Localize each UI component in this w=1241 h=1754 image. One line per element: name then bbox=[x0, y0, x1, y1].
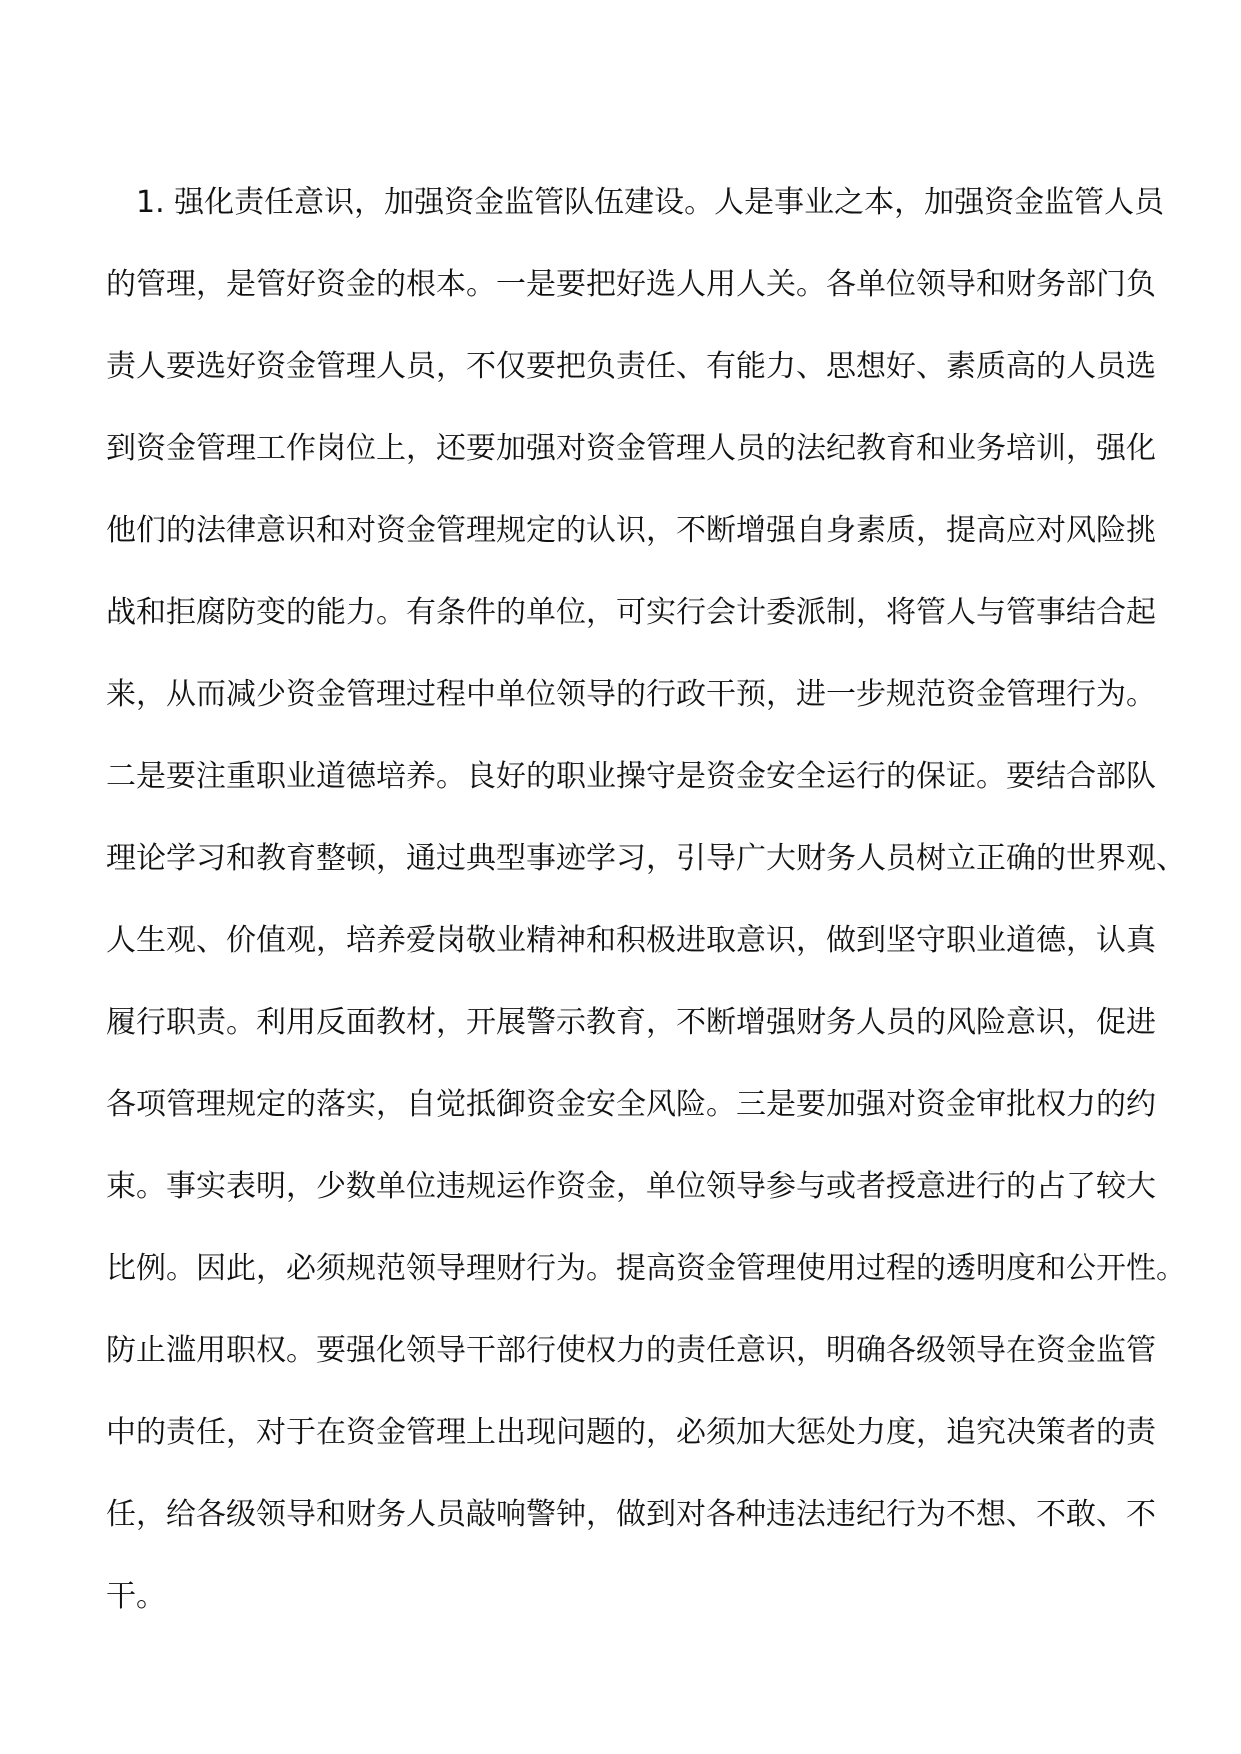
paragraph-line: 束。事实表明，少数单位违规运作资金，单位领导参与或者授意进行的占了较大 bbox=[106, 1169, 1156, 1204]
paragraph-line: 战和拒腐防变的能力。有条件的单位，可实行会计委派制，将管人与管事结合起 bbox=[106, 595, 1156, 630]
paragraph-line: 干。 bbox=[106, 1579, 166, 1614]
paragraph-line: 来，从而减少资金管理过程中单位领导的行政干预，进一步规范资金管理行为。 bbox=[106, 677, 1156, 712]
paragraph-line: 人生观、价值观，培养爱岗敬业精神和积极进取意识，做到坚守职业道德，认真 bbox=[106, 923, 1156, 958]
paragraph-line: 的管理，是管好资金的根本。一是要把好选人用人关。各单位领导和财务部门负 bbox=[106, 267, 1156, 302]
paragraph-line: 任，给各级领导和财务人员敲响警钟，做到对各种违法违纪行为不想、不敢、不 bbox=[106, 1497, 1156, 1532]
paragraph-line: 责人要选好资金管理人员，不仅要把负责任、有能力、思想好、素质高的人员选 bbox=[106, 349, 1156, 384]
paragraph-line: 履行职责。利用反面教材，开展警示教育，不断增强财务人员的风险意识，促进 bbox=[106, 1005, 1156, 1040]
body-paragraph bbox=[106, 162, 1186, 1638]
paragraph-line: 理论学习和教育整顿，通过典型事迹学习，引导广大财务人员树立正确的世界观、 bbox=[106, 841, 1186, 876]
paragraph-line: 二是要注重职业道德培养。良好的职业操守是资金安全运行的保证。要结合部队 bbox=[106, 759, 1156, 794]
paragraph-line: 各项管理规定的落实，自觉抵御资金安全风险。三是要加强对资金审批权力的约 bbox=[106, 1087, 1156, 1122]
paragraph-line: 到资金管理工作岗位上，还要加强对资金管理人员的法纪教育和业务培训，强化 bbox=[106, 431, 1156, 466]
paragraph-line: 他们的法律意识和对资金管理规定的认识，不断增强自身素质，提高应对风险挑 bbox=[106, 513, 1156, 548]
paragraph-line: 1. 强化责任意识，加强资金监管队伍建设。人是事业之本，加强资金监管人员 bbox=[136, 185, 1165, 220]
paragraph-line: 中的责任，对于在资金管理上出现问题的，必须加大惩处力度，追究决策者的责 bbox=[106, 1415, 1156, 1450]
paragraph-line: 比例。因此，必须规范领导理财行为。提高资金管理使用过程的透明度和公开性。 bbox=[106, 1251, 1186, 1286]
paragraph-line: 防止滥用职权。要强化领导干部行使权力的责任意识，明确各级领导在资金监管 bbox=[106, 1333, 1156, 1368]
